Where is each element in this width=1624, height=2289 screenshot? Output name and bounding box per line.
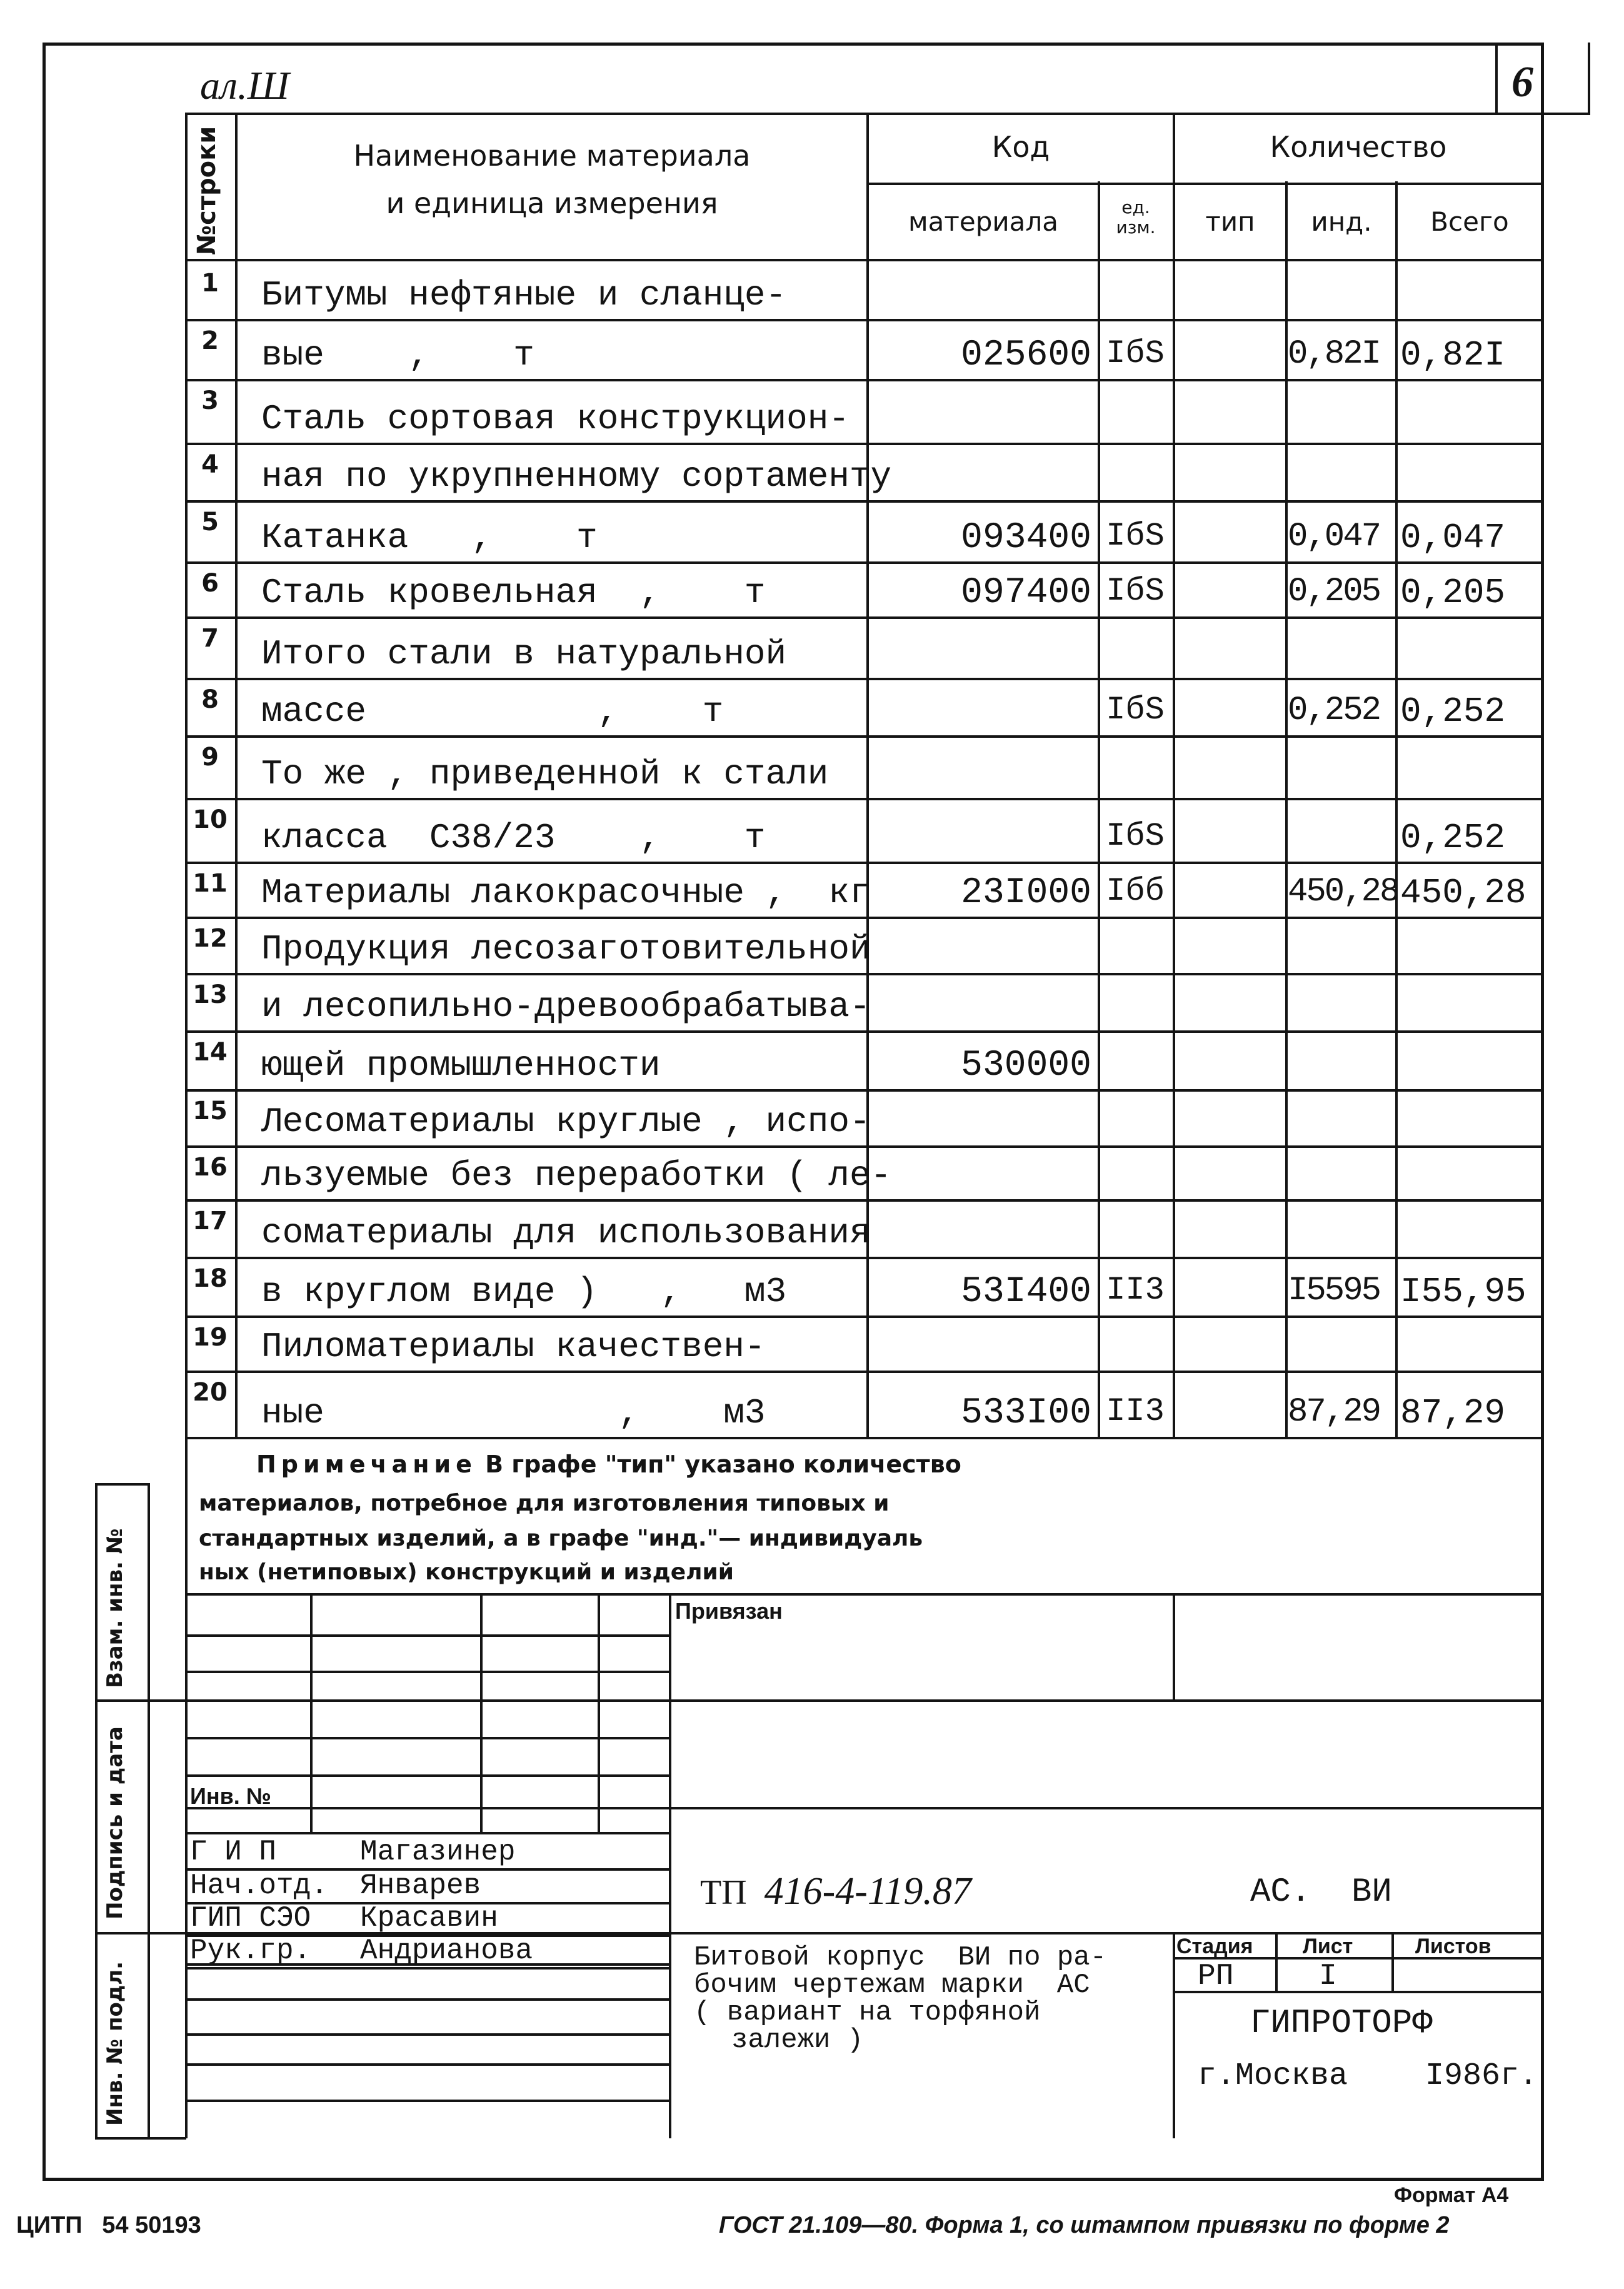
row-total: 0,205 — [1400, 573, 1506, 613]
header-bottom — [185, 259, 1543, 261]
row-unit: IбS — [1106, 573, 1165, 610]
stamp-person-name: Магазинер — [360, 1836, 516, 1868]
stamp-col-2 — [480, 1594, 483, 1832]
row-name: класса С38/23 , т — [261, 818, 766, 858]
tp-prefix: ТП — [700, 1873, 747, 1912]
row-number: 8 — [201, 685, 219, 714]
row-line — [185, 862, 1543, 864]
stage-block-left — [1173, 1932, 1175, 2138]
row-number: 9 — [201, 743, 219, 772]
header-code-unit: ед. изм. — [1116, 197, 1156, 238]
table-bottom — [185, 1437, 1543, 1439]
row-line — [185, 1199, 1543, 1202]
stamp-person-role: Нач.отд. — [190, 1869, 328, 1902]
row-number: 5 — [201, 508, 219, 536]
row-number: 6 — [201, 569, 219, 598]
stamp-tied: Привязан — [675, 1598, 783, 1624]
side-podpis: Подпись и дата — [103, 1726, 128, 1919]
footer-right: ГОСТ 21.109—80. Форма 1, со штампом привязки по форме 2 — [719, 2212, 1450, 2238]
row-line — [185, 973, 1543, 975]
page-number-divider — [1495, 43, 1498, 114]
row-number: 3 — [201, 386, 219, 415]
row-ind: 0,205 — [1288, 573, 1380, 611]
ind-divider — [1395, 181, 1398, 1438]
rownum-divider — [235, 113, 238, 1438]
stamp-person-role: Г И П — [190, 1836, 277, 1868]
stamp-row-1 — [185, 1634, 670, 1637]
row-total: I55,95 — [1400, 1272, 1526, 1312]
row-number: 12 — [193, 924, 228, 953]
header-code-material: материала — [908, 206, 1058, 237]
row-number: 2 — [201, 326, 219, 355]
stamp-col-3 — [598, 1594, 600, 1832]
row-number: 4 — [201, 450, 219, 479]
row-number: 16 — [193, 1153, 228, 1182]
row-code: 53I400 — [961, 1272, 1091, 1312]
row-name: соматериалы для использования — [261, 1213, 871, 1253]
row-line — [185, 735, 1543, 738]
stamp-person-name: Январев — [360, 1869, 481, 1902]
tp-line — [700, 1869, 971, 1914]
stamp-row-3 — [185, 1699, 1543, 1702]
row-unit: IбS — [1106, 818, 1165, 855]
row-unit: II3 — [1106, 1272, 1165, 1309]
row-name: ные , м3 — [261, 1393, 766, 1433]
row-name: ющей промышленности — [261, 1045, 661, 1085]
tp-number: 416-4-119.87 — [764, 1870, 971, 1913]
row-ind: 87,29 — [1288, 1393, 1380, 1431]
row-name: льзуемые без переработки ( ле- — [261, 1155, 892, 1195]
header-name-line1: Наименование материала — [353, 139, 751, 173]
stamp-person-name: Андрианова — [360, 1934, 533, 1967]
row-unit: IбS — [1106, 518, 1165, 555]
title-line4: залежи ) — [731, 2025, 864, 2056]
header-qty: Количество — [1270, 130, 1447, 164]
org-year: I986г. — [1425, 2058, 1538, 2094]
row-code: 025600 — [961, 335, 1091, 376]
stage-label: Стадия — [1176, 1934, 1253, 1958]
stamp-row-10 — [185, 2033, 670, 2036]
row-number: 17 — [193, 1207, 228, 1235]
row-code: 23I000 — [961, 873, 1091, 913]
sheet-mark: ал.Ш — [200, 63, 289, 108]
header-qty-total: Всего — [1430, 206, 1509, 237]
stamp-inv-no: Инв. № — [190, 1783, 271, 1809]
side-col-left — [95, 1483, 98, 2138]
row-line — [185, 1089, 1543, 1092]
row-unit: IбS — [1106, 692, 1165, 728]
page-number: 6 — [1511, 58, 1533, 106]
row-name: вые , т — [261, 335, 534, 375]
stamp-person-role: Рук.гр. — [190, 1934, 311, 1967]
row-line — [185, 678, 1543, 680]
sheet-label: Лист — [1303, 1934, 1353, 1958]
stamp-tied-divider — [1173, 1594, 1175, 1701]
row-line — [185, 1030, 1543, 1033]
stamp-row-8 — [185, 1963, 670, 1966]
page-number-box-right — [1588, 43, 1590, 115]
side-vzam: Взам. инв. № — [103, 1528, 128, 1688]
stamp-col-4 — [669, 1594, 671, 2138]
row-name: в круглом виде ) , м3 — [261, 1272, 787, 1312]
stamp-row-11 — [185, 2063, 670, 2066]
row-line — [185, 500, 1543, 503]
note-line4: ных (нетиповых) конструкций и изделий — [199, 1559, 734, 1585]
stamp-person-role: ГИП СЭО — [190, 1902, 311, 1934]
row-name: и лесопильно-древообрабатыва- — [261, 987, 871, 1027]
stamp-col-1 — [310, 1594, 313, 1832]
row-line — [185, 616, 1543, 619]
row-name: Катанка , т — [261, 518, 598, 558]
row-unit: IбS — [1106, 335, 1165, 372]
side-col-mid — [148, 1483, 150, 2138]
row-ind: 0,047 — [1288, 518, 1380, 556]
sheet-value: I — [1319, 1959, 1337, 1993]
row-total: 0,82I — [1400, 335, 1506, 375]
sheets-label: Листов — [1415, 1934, 1491, 1958]
note-text1: В графе "тип" указано количество — [485, 1451, 961, 1478]
row-name: Продукция лесозаготовительной — [261, 929, 871, 969]
header-qty-type: тип — [1205, 206, 1255, 237]
row-line — [185, 1257, 1543, 1259]
row-line — [185, 379, 1543, 381]
stamp-row-12 — [185, 2100, 670, 2102]
stamp-person-name: Красавин — [360, 1902, 498, 1934]
row-total: 0,047 — [1400, 518, 1506, 558]
stamp-person-line — [185, 1967, 670, 1970]
row-ind: 450,28 — [1288, 873, 1398, 911]
row-ind: I5595 — [1288, 1272, 1380, 1310]
side-split-2 — [95, 1932, 186, 1934]
table-left — [185, 113, 188, 2138]
row-ind: 0,82I — [1288, 335, 1380, 373]
row-name: Сталь сортовая конструкцион- — [261, 399, 850, 439]
row-line — [185, 917, 1543, 919]
row-number: 11 — [193, 869, 228, 898]
header-qty-ind: инд. — [1311, 206, 1372, 237]
row-line — [185, 319, 1543, 321]
row-total: 0,252 — [1400, 692, 1506, 732]
table-right — [1541, 113, 1544, 2138]
title-line2: бочим чертежам марки АС — [694, 1970, 1090, 2001]
row-total: 87,29 — [1400, 1393, 1506, 1433]
row-line — [185, 561, 1543, 564]
row-line — [185, 1145, 1543, 1148]
row-line — [185, 798, 1543, 800]
stamp-row-6 — [185, 1807, 1543, 1809]
row-number: 13 — [193, 980, 228, 1009]
side-top — [95, 1483, 149, 1486]
header-row-no: №строки — [193, 126, 221, 255]
row-total: 450,28 — [1400, 873, 1526, 913]
row-line — [185, 1316, 1543, 1318]
row-unit: Iбб — [1106, 873, 1165, 910]
row-line — [185, 1371, 1543, 1373]
side-split-1 — [95, 1699, 186, 1702]
row-code: 093400 — [961, 518, 1091, 558]
title-line3: ( вариант на торфяной — [694, 1997, 1041, 2028]
side-bottom — [95, 2137, 186, 2140]
row-name: То же , приведенной к стали — [261, 754, 829, 794]
unit-divider — [1173, 113, 1175, 1438]
row-number: 7 — [201, 624, 219, 653]
row-line — [185, 443, 1543, 445]
stamp-top — [185, 1593, 1543, 1596]
row-number: 10 — [193, 805, 228, 834]
stamp-row-2 — [185, 1671, 670, 1673]
format-label: Формат А4 — [1394, 2183, 1509, 2207]
side-inv-podl: Инв. № подл. — [103, 1961, 128, 2126]
stamp-row-9 — [185, 1998, 670, 2001]
row-name: массе , т — [261, 692, 724, 732]
row-name: Лесоматериалы круглые , испо- — [261, 1102, 871, 1142]
row-number: 15 — [193, 1097, 228, 1125]
row-ind: 0,252 — [1288, 692, 1380, 730]
note-title: Примечание — [256, 1451, 477, 1478]
row-number: 1 — [201, 269, 219, 298]
footer-left: ЦИТП 54 50193 — [16, 2212, 201, 2238]
row-number: 20 — [193, 1378, 228, 1407]
row-code: 533I00 — [961, 1393, 1091, 1434]
row-code: 530000 — [961, 1045, 1091, 1086]
tp-mark: АС. ВИ — [1250, 1873, 1392, 1911]
row-name: ная по укрупненному сортаменту — [261, 456, 892, 496]
stage-col-2 — [1391, 1932, 1394, 1992]
stage-value: РП — [1198, 1959, 1234, 1993]
row-number: 14 — [193, 1038, 228, 1067]
header-code: Код — [991, 130, 1050, 164]
note-line1 — [256, 1451, 961, 1478]
header-name-line2: и единица измерения — [386, 186, 718, 220]
org-name: ГИПРОТОРФ — [1250, 2005, 1433, 2043]
row-name: Материалы лакокрасочные , кг — [261, 873, 871, 913]
row-number: 18 — [193, 1264, 228, 1293]
title-line1: Битовой корпус ВИ по ра- — [694, 1942, 1107, 1973]
org-city: г.Москва — [1198, 2058, 1348, 2094]
row-name: Пиломатериалы качествен- — [261, 1327, 766, 1367]
row-name: Битумы нефтяные и сланце- — [261, 275, 787, 315]
note-line3: стандартных изделий, а в графе "инд."— индивидуаль — [199, 1526, 923, 1551]
note-line2: материалов, потребное для изготовления типовых и — [199, 1491, 890, 1516]
row-total: 0,252 — [1400, 818, 1506, 858]
row-unit: II3 — [1106, 1393, 1165, 1430]
stamp-row-7 — [185, 1832, 670, 1834]
row-number: 19 — [193, 1323, 228, 1352]
row-name: Итого стали в натуральной — [261, 634, 787, 674]
table-top — [185, 113, 1545, 115]
stamp-row-5 — [185, 1774, 670, 1777]
stage-col-1 — [1275, 1932, 1278, 1992]
stamp-row-4 — [185, 1737, 670, 1739]
row-code: 097400 — [961, 573, 1091, 613]
row-name: Сталь кровельная , т — [261, 573, 766, 613]
header-subline — [866, 183, 1543, 185]
